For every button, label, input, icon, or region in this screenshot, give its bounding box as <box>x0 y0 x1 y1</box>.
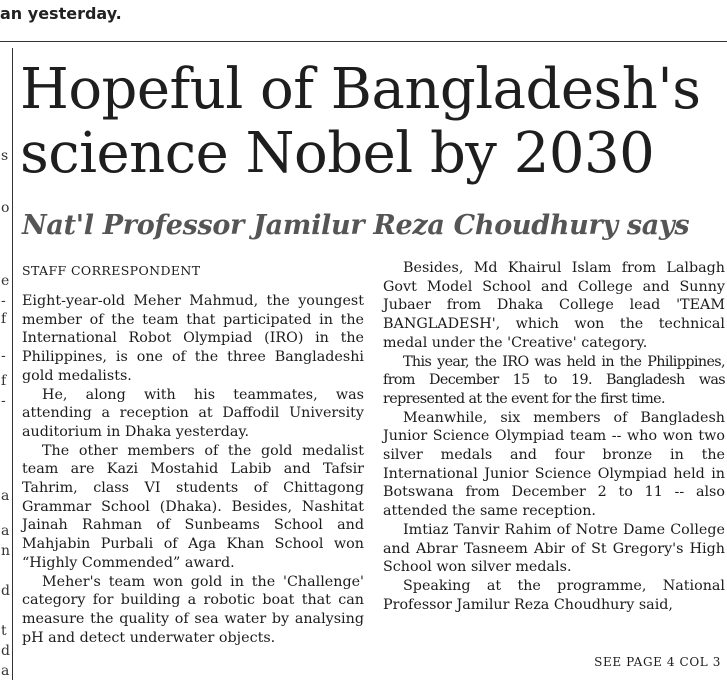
article-column-right <box>383 259 725 614</box>
margin-char: d <box>1 643 10 659</box>
margin-char: e <box>1 273 10 289</box>
margin-char: s <box>1 148 9 164</box>
headline <box>20 58 725 186</box>
margin-char: a <box>1 663 10 679</box>
column-divider <box>12 48 13 680</box>
margin-char: d <box>1 583 10 599</box>
byline: STAFF CORRESPONDENT <box>22 263 201 278</box>
top-divider <box>0 41 727 42</box>
paragraph: Meher's team won gold in the 'Challenge' category for building a robotic boat that can measure the quality of sea water by analysing pH and detect underwater objects. <box>22 573 364 646</box>
margin-char: a <box>1 523 10 539</box>
paragraph: He, along with his teammates, was attending a reception at Daffodil University auditorium in Dhaka yesterday. <box>22 386 364 440</box>
paragraph: Imtiaz Tanvir Rahim of Notre Dame College and Abrar Tasneem Abir of St Gregory's High School won silver medals. <box>383 521 725 576</box>
jump-line: SEE PAGE 4 COL 3 <box>594 655 721 669</box>
margin-char: o <box>1 200 10 216</box>
subheadline: Nat'l Professor Jamilur Reza Choudhury says <box>22 210 690 241</box>
margin-char: - <box>1 293 6 309</box>
margin-char: a <box>1 488 10 504</box>
paragraph: This year, the IRO was held in the Philippines, from December 15 to 19. Bangladesh was represented at the event for the first time. <box>383 353 725 407</box>
margin-char: - <box>1 348 6 364</box>
paragraph: Speaking at the programme, National Professor Jamilur Reza Choudhury said, <box>383 577 725 613</box>
margin-char: - <box>1 393 6 409</box>
article-column-left <box>22 260 364 647</box>
headline-line-2: science Nobel by 2030 <box>20 121 655 186</box>
previous-article-text: an yesterday. <box>0 4 122 23</box>
adjacent-column-fragment <box>0 48 9 678</box>
paragraph: Besides, Md Khairul Islam from Lalbagh Govt Model School and College and Sunny Jubaer from Dhaka College lead 'TEAM BANGLADESH', which won the technical medal under the 'Creative' category. <box>383 260 725 351</box>
margin-char: f <box>1 311 7 327</box>
paragraph: Eight-year-old Meher Mahmud, the youngest member of the team that participated in the International Robot Olympiad (IRO) in the Philippines, is one of the three Bangladeshi gold medalists. <box>22 293 364 384</box>
margin-char: t <box>1 623 7 639</box>
previous-article-fragment <box>0 0 727 30</box>
margin-char: f <box>1 373 7 389</box>
headline-line-1: Hopeful of Bangladesh's <box>20 57 701 122</box>
paragraph: The other members of the gold medalist team are Kazi Mostahid Labib and Tafsir Tahrim, class VI students of Chittagong Grammar School (Dhaka). Besides, Nashitat Jainah Rahman of Sunbeams School and Mahjabin Purbali of Aga Khan School won “Highly Commended” award. <box>22 442 364 571</box>
margin-char: n <box>1 543 11 559</box>
paragraph: Meanwhile, six members of Bangladesh Junior Science Olympiad team -- who won two silver medals and four bronze in the International Junior Science Olympiad held in Botswana from December 2 to 11 -- also attended the same reception. <box>383 409 725 520</box>
